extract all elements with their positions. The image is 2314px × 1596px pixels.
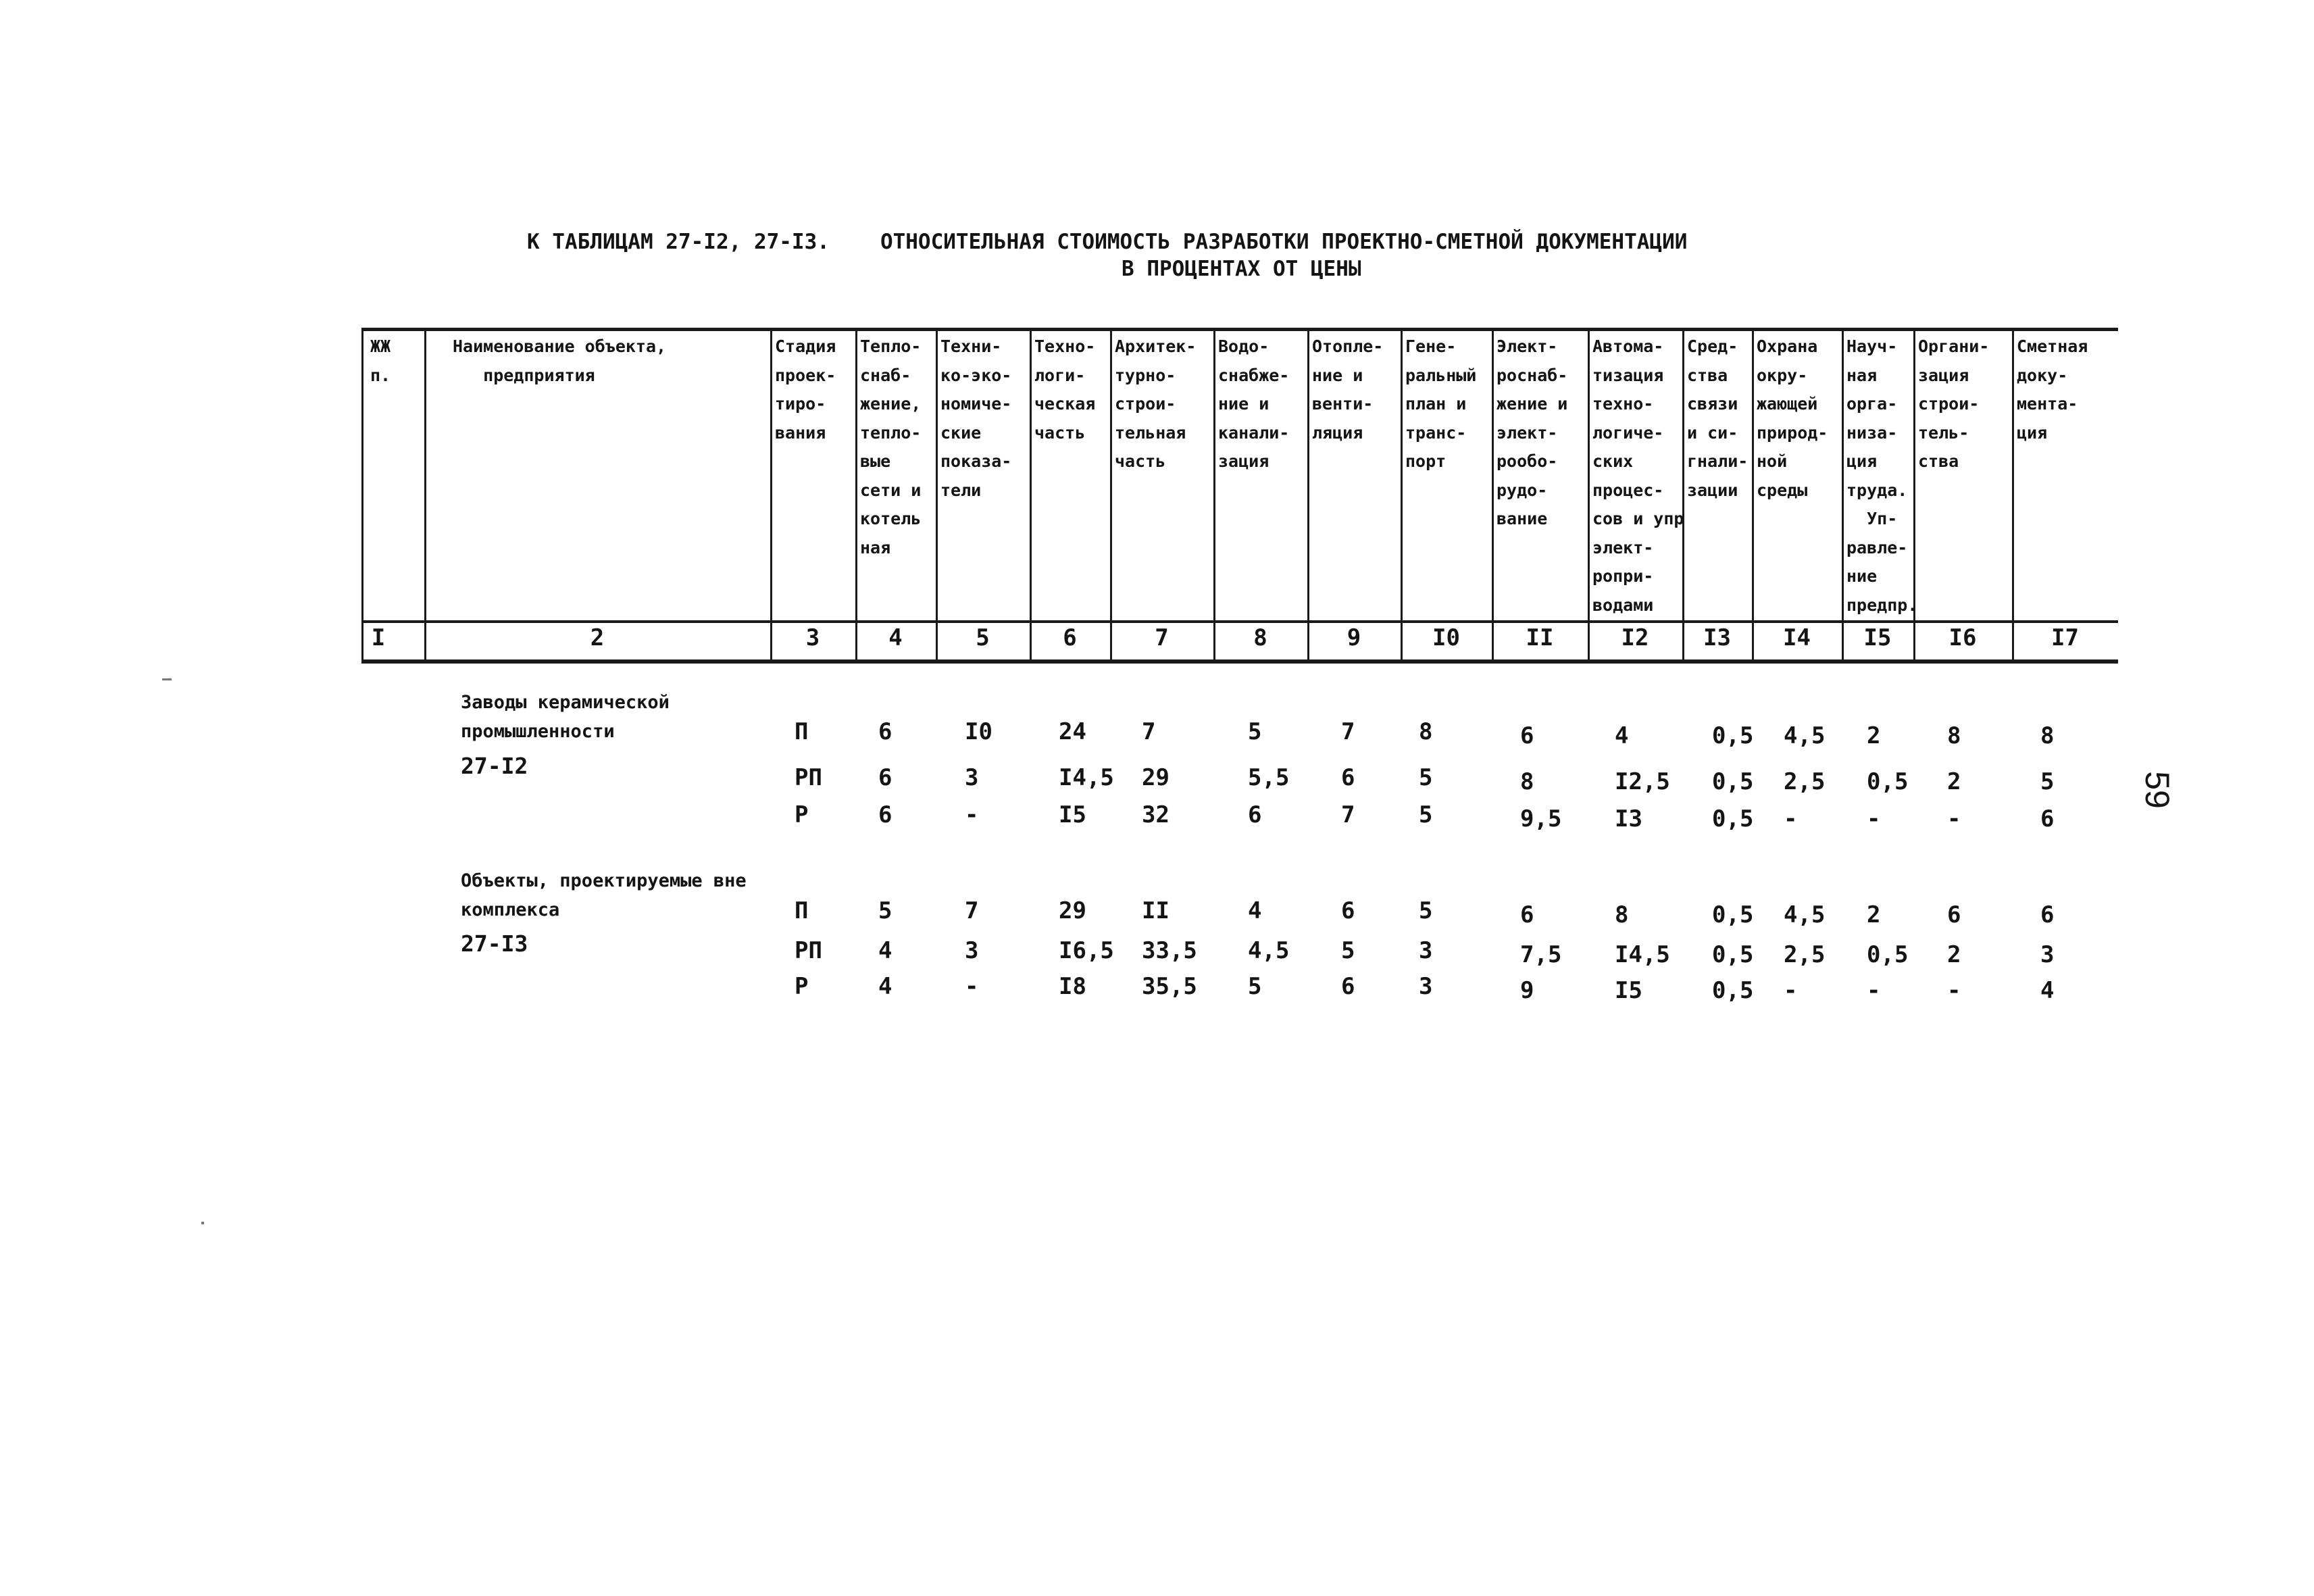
- column-header: Сметная доку- мента- ция: [2017, 336, 2088, 443]
- value-cell: I5: [1615, 977, 1642, 1004]
- title-subtitle: В ПРОЦЕНТАХ ОТ ЦЕНЫ: [1122, 257, 1361, 281]
- value-cell: 33,5: [1142, 937, 1197, 964]
- table-top-rule: [361, 328, 2118, 331]
- value-cell: 29: [1142, 764, 1169, 791]
- value-cell: I3: [1615, 805, 1642, 832]
- value-cell: 4,5: [1784, 722, 1826, 749]
- value-cell: I6,5: [1059, 937, 1114, 964]
- column-divider: [1752, 330, 1754, 662]
- value-cell: -: [965, 973, 979, 1000]
- column-number: 4: [888, 624, 903, 651]
- column-header: Отопле- ние и венти- ляция: [1312, 336, 1384, 443]
- value-cell: -: [1784, 805, 1798, 832]
- column-header: ЖЖ п.: [370, 336, 391, 385]
- group-name: Объекты, проектируемые вне комплекса: [461, 870, 747, 920]
- value-cell: 4,5: [1248, 937, 1290, 964]
- value-cell: 2: [1947, 768, 1961, 795]
- value-cell: 6: [878, 764, 892, 791]
- column-header: Наименование объекта, предприятия: [453, 336, 667, 385]
- header-bottom-rule: [361, 620, 2118, 623]
- column-divider: [1588, 330, 1590, 662]
- value-cell: 6: [878, 718, 892, 745]
- value-cell: 6: [1248, 801, 1262, 828]
- column-number-rule: [361, 659, 2118, 664]
- column-header: Сред- ства связи и си- гнали- зации: [1687, 336, 1749, 500]
- stage-cell: Р: [795, 801, 809, 828]
- column-divider: [2012, 330, 2014, 662]
- value-cell: 7: [1142, 718, 1156, 745]
- column-header: Охрана окру- жающей природ- ной среды: [1757, 336, 1828, 500]
- column-header: Тепло- снаб- жение, тепло- вые сети и котель ная: [860, 336, 922, 557]
- column-divider: [1030, 330, 1032, 662]
- column-divider: [1401, 330, 1403, 662]
- stage-cell: РП: [795, 937, 822, 964]
- value-cell: -: [1784, 977, 1798, 1004]
- value-cell: -: [965, 801, 979, 828]
- column-number: I: [371, 624, 386, 651]
- value-cell: 9: [1520, 977, 1534, 1004]
- value-cell: 3: [2040, 941, 2055, 968]
- value-cell: 3: [1419, 973, 1433, 1000]
- value-cell: 0,5: [1867, 768, 1909, 795]
- stage-cell: П: [795, 718, 809, 745]
- value-cell: 0,5: [1712, 977, 1754, 1004]
- column-header: Водо- снабже- ние и канали- зация: [1218, 336, 1290, 471]
- column-number: I5: [1863, 624, 1892, 651]
- value-cell: -: [1867, 805, 1881, 832]
- value-cell: -: [1867, 977, 1881, 1004]
- value-cell: 32: [1142, 801, 1169, 828]
- value-cell: 5: [1419, 801, 1433, 828]
- value-cell: 35,5: [1142, 973, 1197, 1000]
- column-divider: [936, 330, 938, 662]
- column-number: I3: [1703, 624, 1731, 651]
- column-header: Техни- ко-эко- номиче- ские показа- тели: [940, 336, 1012, 500]
- value-cell: 5,5: [1248, 764, 1290, 791]
- value-cell: 8: [1947, 722, 1961, 749]
- column-number: I7: [2051, 624, 2079, 651]
- value-cell: 8: [1520, 768, 1534, 795]
- value-cell: 6: [1341, 897, 1355, 924]
- column-divider: [855, 330, 857, 662]
- value-cell: 2: [1867, 722, 1881, 749]
- column-divider: [1110, 330, 1112, 662]
- value-cell: 5: [1248, 973, 1262, 1000]
- value-cell: 6: [878, 801, 892, 828]
- column-divider: [1307, 330, 1309, 662]
- value-cell: I8: [1059, 973, 1086, 1000]
- column-header: Науч- ная орга- низа- ция труда. Уп- равле- ние предпр.: [1846, 336, 1918, 615]
- column-number: 8: [1253, 624, 1267, 651]
- value-cell: 6: [2040, 805, 2055, 832]
- value-cell: 4: [878, 973, 892, 1000]
- column-number: II: [1526, 624, 1554, 651]
- column-header: Гене- ральный план и транс- порт: [1405, 336, 1477, 471]
- column-number: 6: [1063, 624, 1077, 651]
- value-cell: 7: [1341, 718, 1355, 745]
- column-header: Органи- зация строи- тель- ства: [1918, 336, 1990, 471]
- value-cell: 6: [1341, 764, 1355, 791]
- value-cell: 6: [2040, 901, 2055, 928]
- value-cell: I5: [1059, 801, 1086, 828]
- column-number: I4: [1783, 624, 1811, 651]
- value-cell: -: [1947, 977, 1961, 1004]
- column-number: I0: [1432, 624, 1460, 651]
- column-divider: [1842, 330, 1844, 662]
- column-number: I2: [1621, 624, 1649, 651]
- column-number: 3: [805, 624, 820, 651]
- value-cell: 0,5: [1712, 768, 1754, 795]
- value-cell: 6: [1341, 973, 1355, 1000]
- value-cell: 5: [2040, 768, 2055, 795]
- value-cell: 5: [1419, 764, 1433, 791]
- value-cell: 3: [1419, 937, 1433, 964]
- column-divider: [424, 330, 426, 662]
- value-cell: 2,5: [1784, 941, 1826, 968]
- value-cell: I4,5: [1059, 764, 1114, 791]
- column-divider: [1492, 330, 1494, 662]
- value-cell: 7: [965, 897, 979, 924]
- column-divider: [1213, 330, 1215, 662]
- value-cell: 4: [1248, 897, 1262, 924]
- value-cell: 4: [2040, 977, 2055, 1004]
- column-header: Стадия проек- тиро- вания: [775, 336, 836, 443]
- value-cell: 29: [1059, 897, 1086, 924]
- column-number: 7: [1155, 624, 1169, 651]
- scan-speck: [201, 1222, 204, 1224]
- value-cell: 2,5: [1784, 768, 1826, 795]
- column-number: 2: [590, 624, 605, 651]
- column-divider: [770, 330, 772, 662]
- value-cell: II: [1142, 897, 1169, 924]
- value-cell: 3: [965, 937, 979, 964]
- value-cell: 6: [1520, 722, 1534, 749]
- group-table-code: 27-I3: [461, 930, 528, 957]
- value-cell: 5: [1248, 718, 1262, 745]
- value-cell: 2: [1867, 901, 1881, 928]
- value-cell: I0: [965, 718, 992, 745]
- value-cell: 6: [1947, 901, 1961, 928]
- column-header: Автома- тизация техно- логиче- ских процес- сов и упр элект- ропри- водами: [1592, 336, 1684, 615]
- value-cell: 0,5: [1712, 722, 1754, 749]
- value-cell: 4: [1615, 722, 1629, 749]
- value-cell: 8: [1419, 718, 1433, 745]
- scan-speck: [162, 678, 172, 680]
- value-cell: I2,5: [1615, 768, 1670, 795]
- stage-cell: Р: [795, 973, 809, 1000]
- value-cell: 7: [1341, 801, 1355, 828]
- group-name: Заводы керамической промышленности: [461, 692, 670, 742]
- value-cell: 5: [1341, 937, 1355, 964]
- title-reference: К ТАБЛИЦАМ 27-I2, 27-I3.: [527, 230, 830, 254]
- column-header: Архитек- турно- строи- тельная часть: [1115, 336, 1197, 471]
- value-cell: -: [1947, 805, 1961, 832]
- value-cell: I4,5: [1615, 941, 1670, 968]
- value-cell: 24: [1059, 718, 1086, 745]
- value-cell: 2: [1947, 941, 1961, 968]
- column-divider: [361, 330, 363, 662]
- value-cell: 5: [1419, 897, 1433, 924]
- document-title: [527, 230, 1687, 254]
- group-table-code: 27-I2: [461, 753, 528, 779]
- value-cell: 0,5: [1712, 805, 1754, 832]
- value-cell: 8: [1615, 901, 1629, 928]
- value-cell: 9,5: [1520, 805, 1562, 832]
- value-cell: 8: [2040, 722, 2055, 749]
- stage-cell: РП: [795, 764, 822, 791]
- value-cell: 0,5: [1867, 941, 1909, 968]
- value-cell: 7,5: [1520, 941, 1562, 968]
- value-cell: 4: [878, 937, 892, 964]
- column-number: 5: [976, 624, 990, 651]
- value-cell: 0,5: [1712, 901, 1754, 928]
- title-main: ОТНОСИТЕЛЬНАЯ СТОИМОСТЬ РАЗРАБОТКИ ПРОЕКТНО-СМЕТНОЙ ДОКУМЕНТАЦИИ: [880, 230, 1688, 254]
- column-number: I6: [1948, 624, 1977, 651]
- stage-cell: П: [795, 897, 809, 924]
- value-cell: 6: [1520, 901, 1534, 928]
- page-number: 59: [2138, 771, 2176, 809]
- value-cell: 4,5: [1784, 901, 1826, 928]
- value-cell: 5: [878, 897, 892, 924]
- value-cell: 3: [965, 764, 979, 791]
- column-number: 9: [1347, 624, 1361, 651]
- column-header: Техно- логи- ческая часть: [1034, 336, 1096, 443]
- column-header: Элект- роснаб- жение и элект- рообо- рудо- вание: [1496, 336, 1568, 528]
- value-cell: 0,5: [1712, 941, 1754, 968]
